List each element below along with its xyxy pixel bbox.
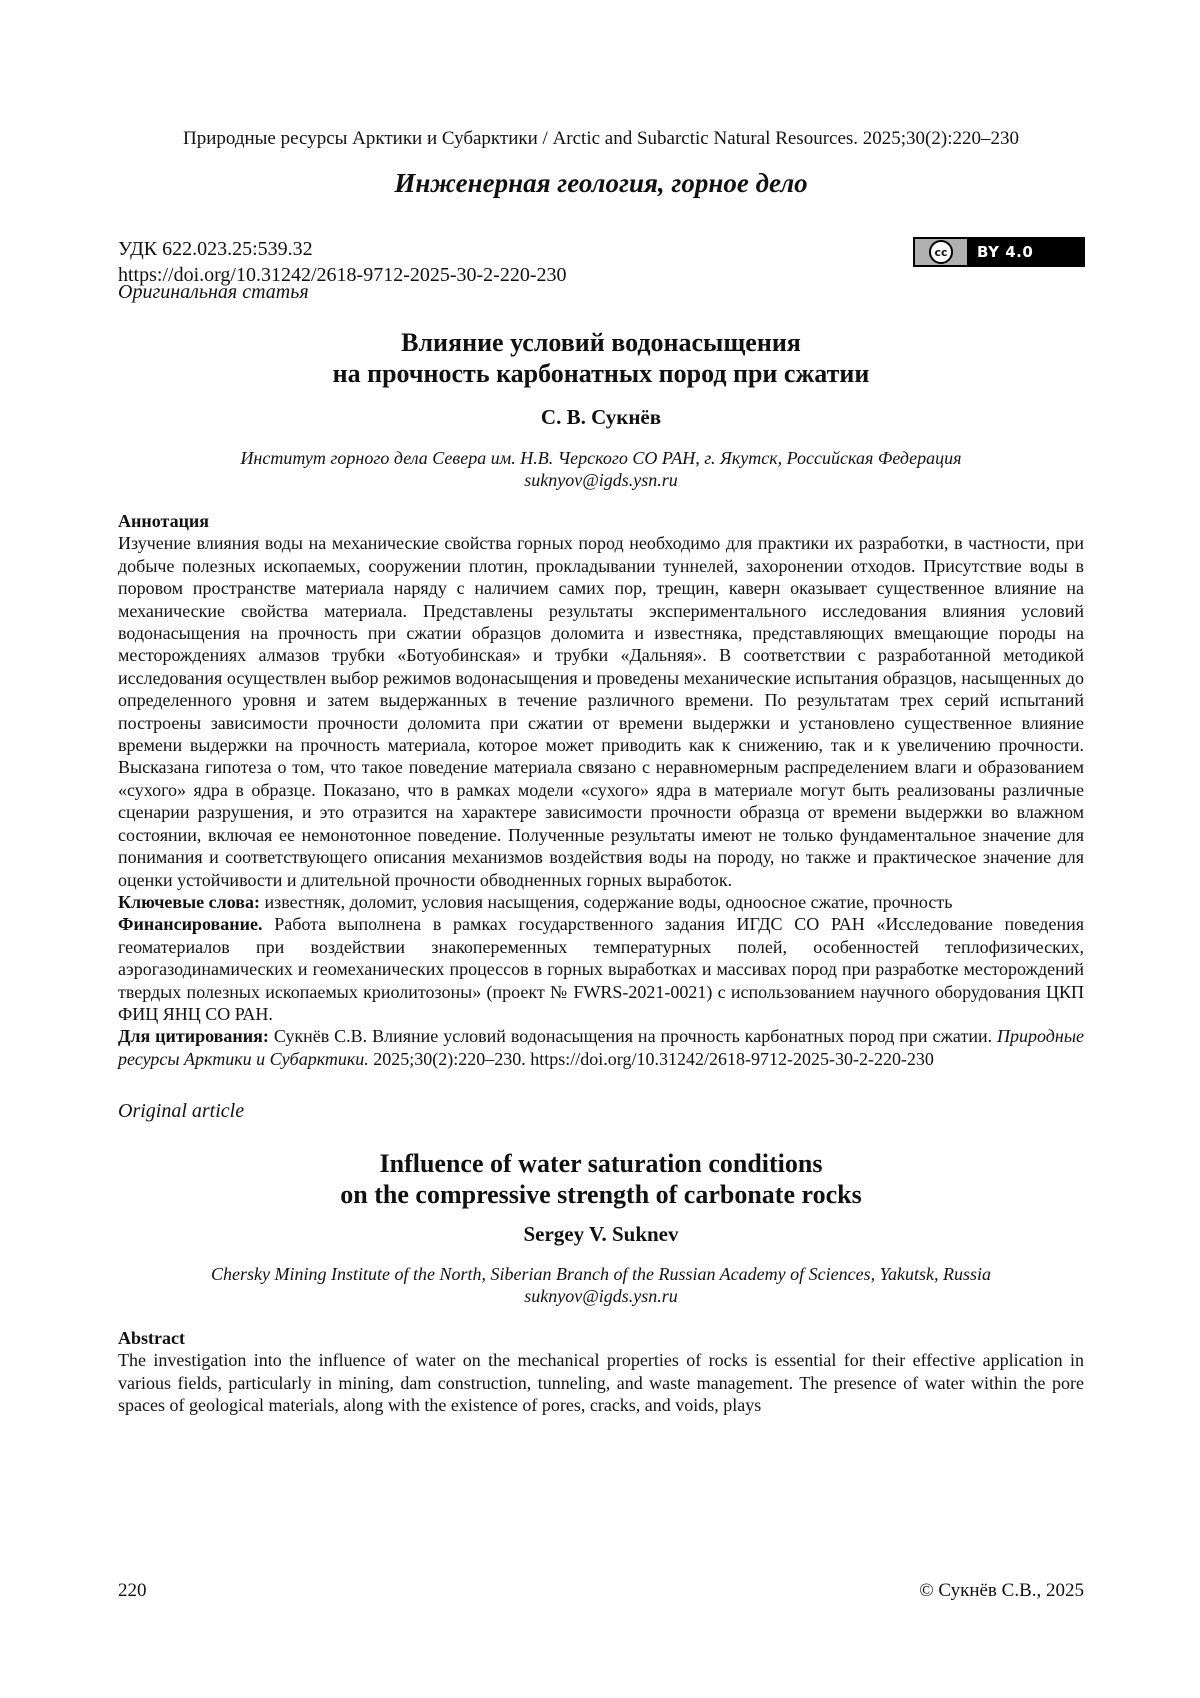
abstract-ru	[118, 510, 1084, 1070]
citation-ru: Для цитирования: Сукнёв С.В. Влияние условий водонасыщения на прочность карбонатных пород при сжатии. Природные ресурсы Арктики и Субарктики. 2025;30(2):220–230. https://doi.org/10.31242/2618-9712-2025-30-2-220-230	[118, 1026, 1085, 1069]
abstract-text-en: The investigation into the influence of water on the mechanical properties of rocks is essential for their effective application in various fields, particularly in mining, dam construction, tunneling, and waste management. The presence of water within the pore spaces of geological materials, along with the existence of pores, cracks, and voids, plays	[118, 1350, 1084, 1416]
copyright: © Сукнёв С.В., 2025	[919, 1580, 1084, 1601]
journal-line: Природные ресурсы Арктики и Субарктики / Arctic and Subarctic Natural Resources. 2025;30(2):220–230	[182, 128, 1019, 149]
article-type-en: Original article	[118, 1100, 245, 1122]
keywords-ru: Ключевые слова: известняк, доломит, условия насыщения, содержание воды, одноосное сжатие, прочность	[118, 891, 953, 912]
author-ru: С. В. Сукнёв	[540, 405, 662, 429]
abstract-en	[118, 1327, 1084, 1417]
section-title: Инженерная геология, горное дело	[394, 168, 808, 198]
email-en[interactable]: suknyov@igds.ysn.ru	[524, 1286, 678, 1306]
affiliation-en: Chersky Mining Institute of the North, Siberian Branch of the Russian Academy of Sciences, Yakutsk, Russia suknyov@igds.ysn.ru	[118, 1263, 1084, 1307]
abstract-heading-en: Abstract	[118, 1328, 185, 1348]
udk-code: УДК 622.023.25:539.32	[118, 238, 313, 260]
page-number: 220	[118, 1580, 147, 1601]
cc-icon: cc	[929, 240, 953, 264]
article-type-ru: Оригинальная статья	[118, 281, 309, 303]
author-en: Sergey V. Suknev	[523, 1222, 679, 1246]
abstract-heading-ru: Аннотация	[118, 511, 210, 531]
abstract-text-ru: Изучение влияния воды на механические свойства горных пород необходимо для практики их разработки, в частности, при добыче полезных ископаемых, сооружении плотин, прокладывании туннелей, захоронении отходов. Присутствие воды в поровом пространстве материала наряду с наличием самих пор, трещин, каверн оказывает существенное влияние на механические свойства материала. Представлены результаты экспериментального исследования влияния условий водонасыщения на прочность при сжатии образцов доломита и известняка, представляющих вмещающие породы на месторождениях алмазов трубки «Ботуобинская» и трубки «Дальняя». В соответствии с разработанной методикой исследования осуществлен выбор режимов водонасыщения и проведены механические испытания образцов, насыщенных до определенного уровня и затем выдержанных в течение различного времени. По результатам трех серий испытаний построены зависимости прочности доломита при сжатии от времени выдержки и установлено существенное влияние времени выдержки на прочность материала, которое может приводить как к снижению, так и к увеличению прочности. Высказана гипотеза о том, что такое поведение материала связано с неравномерным распределением влаги и образованием «сухого» ядра в образце. Показано, что в рамках модели «сухого» ядра в материале могут быть реализованы различные сценарии разрушения, и это отразится на характере зависимости прочности образца от времени выдержки во влажном состоянии, включая ее немонотонное поведение. Полученные результаты имеют не только фундаментальное значение для понимания и соответствующего описания механизмов воздействия воды на породу, но также и практическое значение для оценки устойчивости и длительной прочности обводненных горных выработок.	[118, 533, 1084, 890]
cc-license-badge[interactable]	[913, 237, 1085, 267]
doi-link[interactable]: https://doi.org/10.31242/2618-9712-2025-30-2-220-230	[118, 264, 567, 286]
funding-ru: Финансирование. Работа выполнена в рамках государственного задания ИГДС СО РАН «Исследование поведения геоматериалов при воздействии знакопеременных температурных полей, особенностей теплофизических, аэрогазодинамических и геомеханических процессов в горных выработках и массивах пород при разработке месторождений твердых полезных ископаемых криолитозоны» (проект № FWRS-2021-0021) с использованием научного оборудования ЦКП ФИЦ ЯНЦ СО РАН.	[118, 914, 1084, 1024]
affiliation-ru: Институт горного дела Севера им. Н.В. Черского СО РАН, г. Якутск, Российская Федерация suknyov@igds.ysn.ru	[118, 447, 1084, 491]
article-title-en: Influence of water saturation conditions on the compressive strength of carbonate rocks	[340, 1149, 862, 1209]
article-title-ru: Влияние условий водонасыщения на прочность карбонатных пород при сжатии	[332, 328, 870, 388]
license-label: BY 4.0	[977, 243, 1034, 261]
email-ru[interactable]: suknyov@igds.ysn.ru	[524, 470, 678, 490]
